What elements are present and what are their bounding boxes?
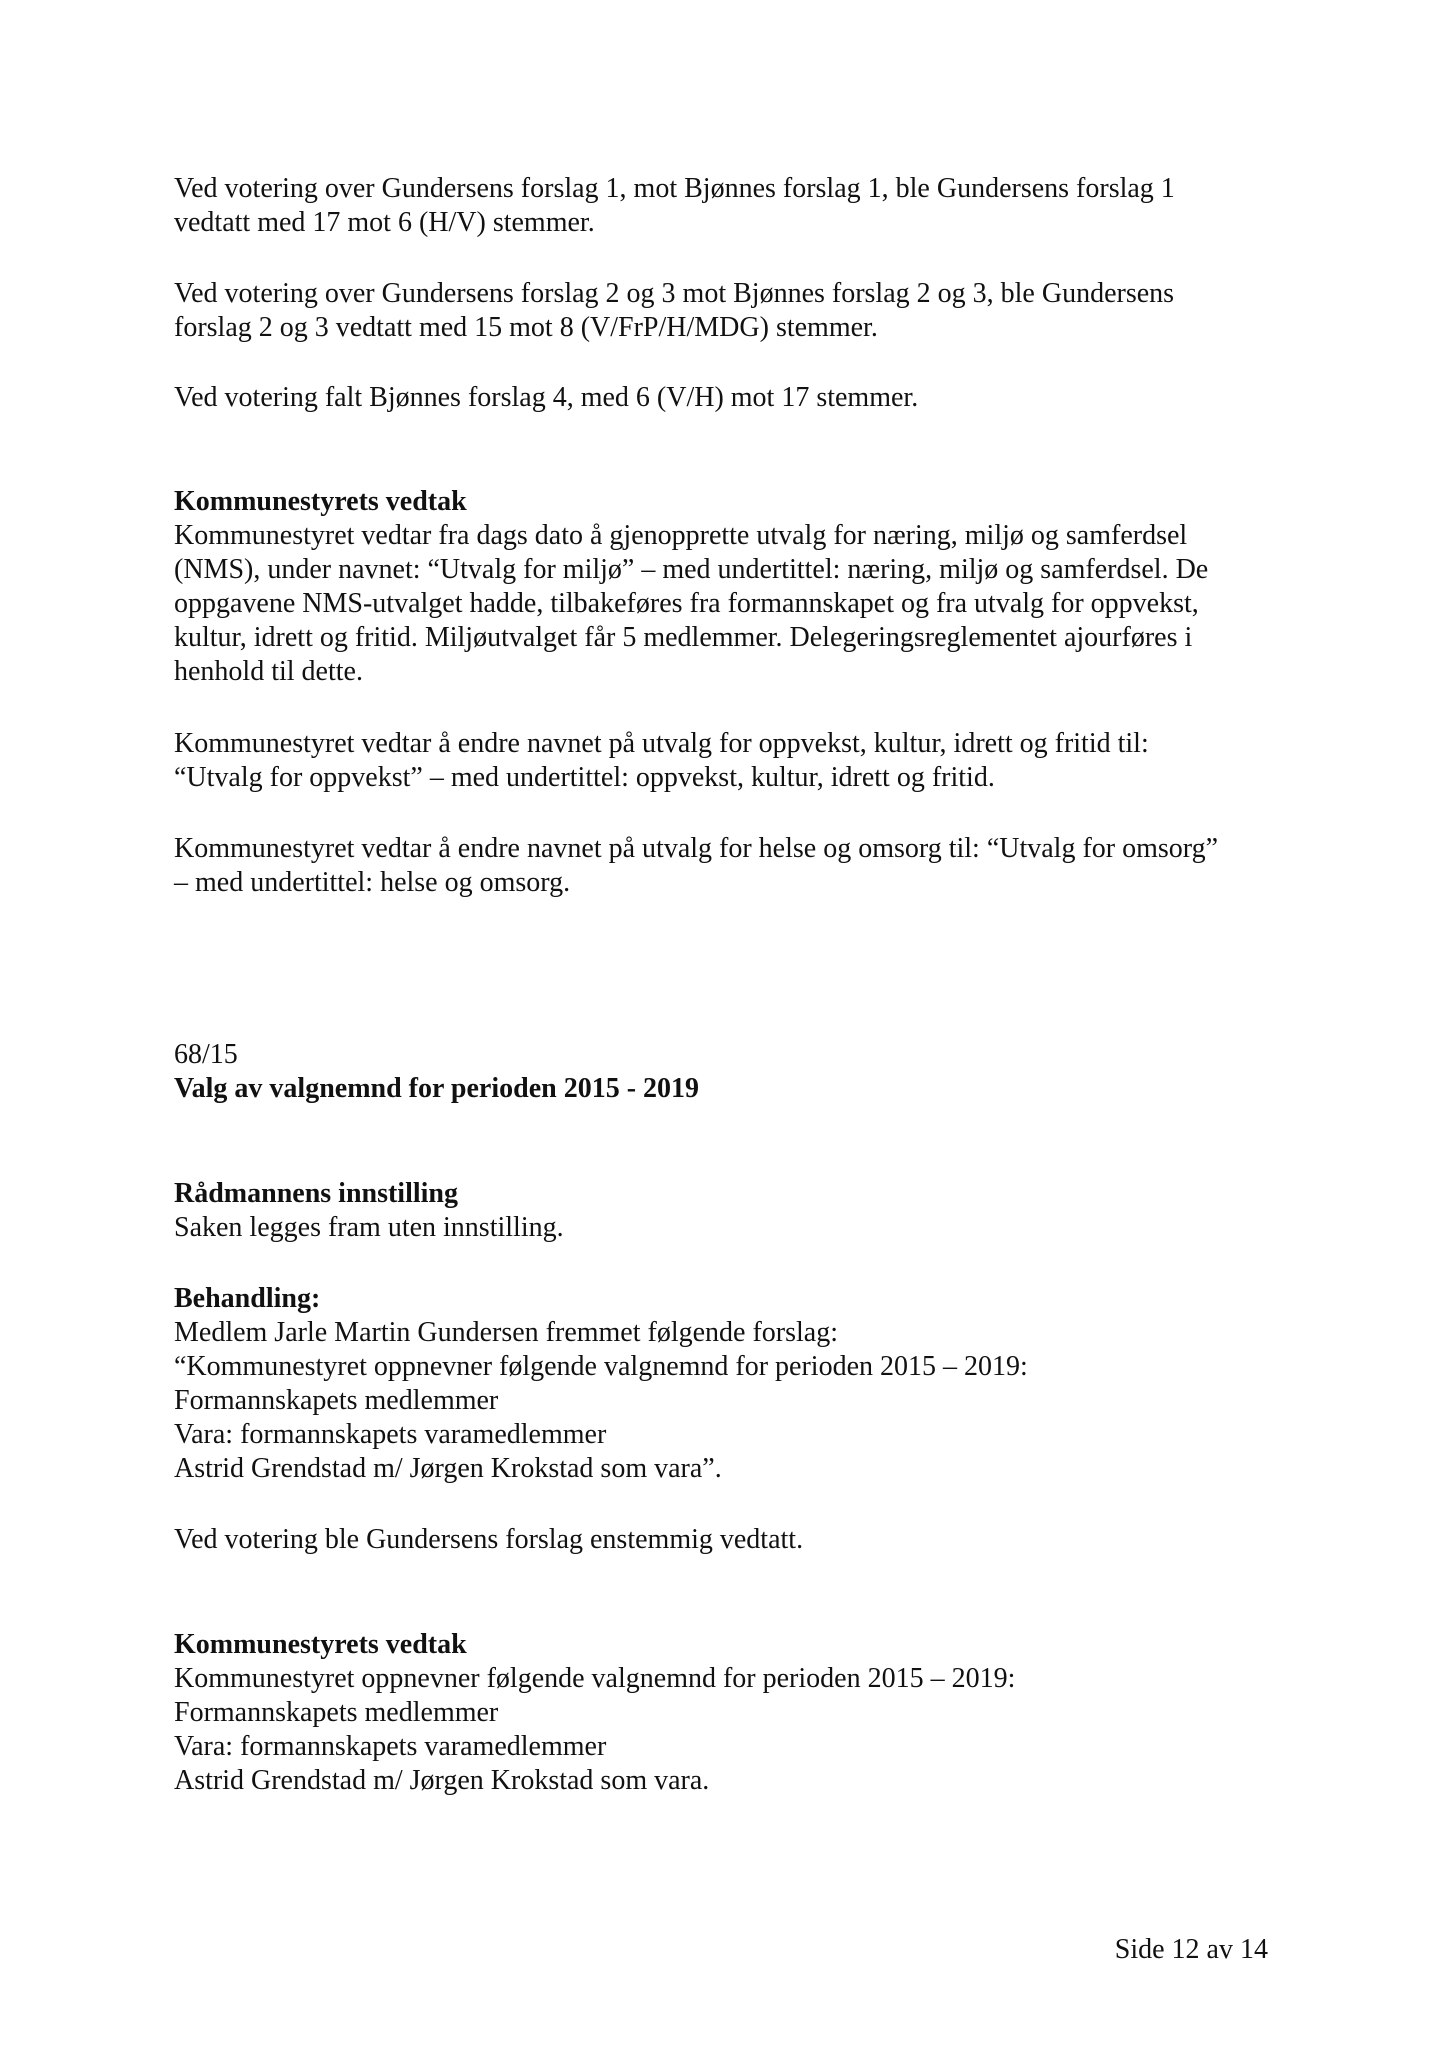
treatment-heading: Behandling: [174, 1283, 321, 1314]
recommendation-heading: Rådmannens innstilling [174, 1178, 458, 1209]
case-number: 68/15 [174, 1039, 238, 1070]
vote-paragraph-1: Ved votering over Gundersens forslag 1, mot Bjønnes forslag 1, ble Gundersens forslag 1 vedtatt med 17 mot 6 (H/V) stemmer. [174, 173, 1175, 238]
case-title: Valg av valgnemnd for perioden 2015 - 2019 [174, 1073, 700, 1104]
decision-paragraph-3: Kommunestyret vedtar å endre navnet på utvalg for helse og omsorg til: “Utvalg for omsorg” – med undertittel: helse og omsorg. [174, 833, 1219, 898]
decision-paragraph-1: Kommunestyret vedtar fra dags dato å gjenopprette utvalg for næring, miljø og samferdsel (NMS), under navnet: “Utvalg for miljø” – med undertittel: næring, miljø og samferdsel. De oppgavene NMS-utvalget hadde, tilbakeføres fra formannskapet og fra utvalg for oppvekst, kultur, idrett og fritid. Miljøutvalget får 5 medlemmer. Delegeringsreglementet ajourføres i henhold til dette. [174, 520, 1209, 687]
treatment-text: Medlem Jarle Martin Gundersen fremmet følgende forslag: “Kommunestyret oppnevner følgende valgnemnd for perioden 2015 – 2019: Formannskapets medlemmer Vara: formannskapets varamedlemmer Astrid Grendstad m/ Jørgen Krokstad som vara”. [174, 1317, 1028, 1484]
recommendation-text: Saken legges fram uten innstilling. [174, 1212, 564, 1243]
treatment-vote: Ved votering ble Gundersens forslag enstemmig vedtatt. [174, 1524, 804, 1555]
decision-text-2: Kommunestyret oppnevner følgende valgnemnd for perioden 2015 – 2019: Formannskapets medlemmer Vara: formannskapets varamedlemmer Astrid Grendstad m/ Jørgen Krokstad som vara. [174, 1663, 1016, 1796]
page-number: Side 12 av 14 [1114, 1934, 1268, 1965]
decision-heading-1: Kommunestyrets vedtak [174, 486, 467, 517]
vote-paragraph-2: Ved votering over Gundersens forslag 2 og 3 mot Bjønnes forslag 2 og 3, ble Gundersens forslag 2 og 3 vedtatt med 15 mot 8 (V/FrP/H/MDG) stemmer. [174, 278, 1175, 343]
vote-paragraph-3: Ved votering falt Bjønnes forslag 4, med 6 (V/H) mot 17 stemmer. [174, 382, 919, 413]
decision-heading-2: Kommunestyrets vedtak [174, 1629, 467, 1660]
decision-paragraph-2: Kommunestyret vedtar å endre navnet på utvalg for oppvekst, kultur, idrett og fritid til: “Utvalg for oppvekst” – med undertittel: oppvekst, kultur, idrett og fritid. [174, 728, 1149, 793]
